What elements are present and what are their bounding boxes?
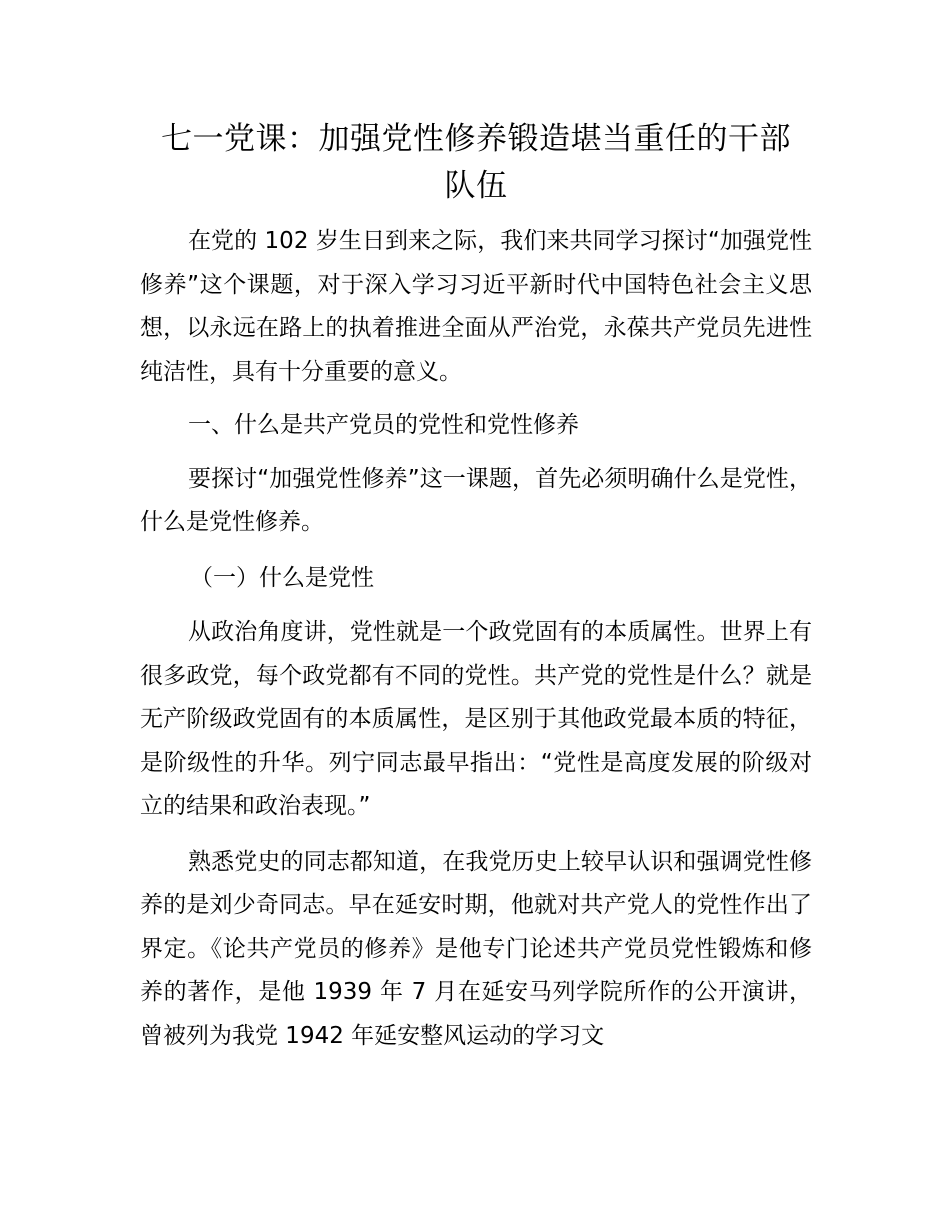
intro-paragraph: 在党的 102 岁生日到来之际，我们来共同学习探讨“加强党性修养”这个课题，对于深入学习习近平新时代中国特色社会主义思想，以永远在路上的执着推进全面从严治党，永葆共产党员先进性纯洁性，具有十分重要的意义。 [140, 228, 812, 385]
body-paragraph-2: 要探讨“加强党性修养”这一课题，首先必须明确什么是党性，什么是党性修养。 [140, 465, 812, 535]
title-line-1: 七一党课：加强党性修养锻造堪当重任的干部 [161, 121, 791, 157]
document-title [140, 116, 812, 210]
body-paragraph-4: 熟悉党史的同志都知道，在我党历史上较早认识和强调党性修养的是刘少奇同志。早在延安时期，他就对共产党人的党性作出了界定。《论共产党员的修养》是他专门论述共产党员党性锻炼和修养的著作，是他 1939 年 7 月在延安马列学院所作的公开演讲，曾被列为我党 1942 年延安整风运动的学习文 [140, 848, 812, 1049]
title-line-2: 队伍 [444, 168, 508, 204]
subsection-heading-1: （一）什么是党性 [190, 564, 374, 591]
section-heading-1: 一、什么是共产党员的党性和党性修养 [188, 412, 579, 438]
body-paragraph-3: 从政治角度讲，党性就是一个政党固有的本质属性。世界上有很多政党，每个政党都有不同的党性。共产党的党性是什么？就是无产阶级政党固有的本质属性，是区别于其他政党最本质的特征，是阶级性的升华。列宁同志最早指出：“党性是高度发展的阶级对立的结果和政治表现。” [140, 619, 812, 819]
document-body [140, 116, 812, 1058]
